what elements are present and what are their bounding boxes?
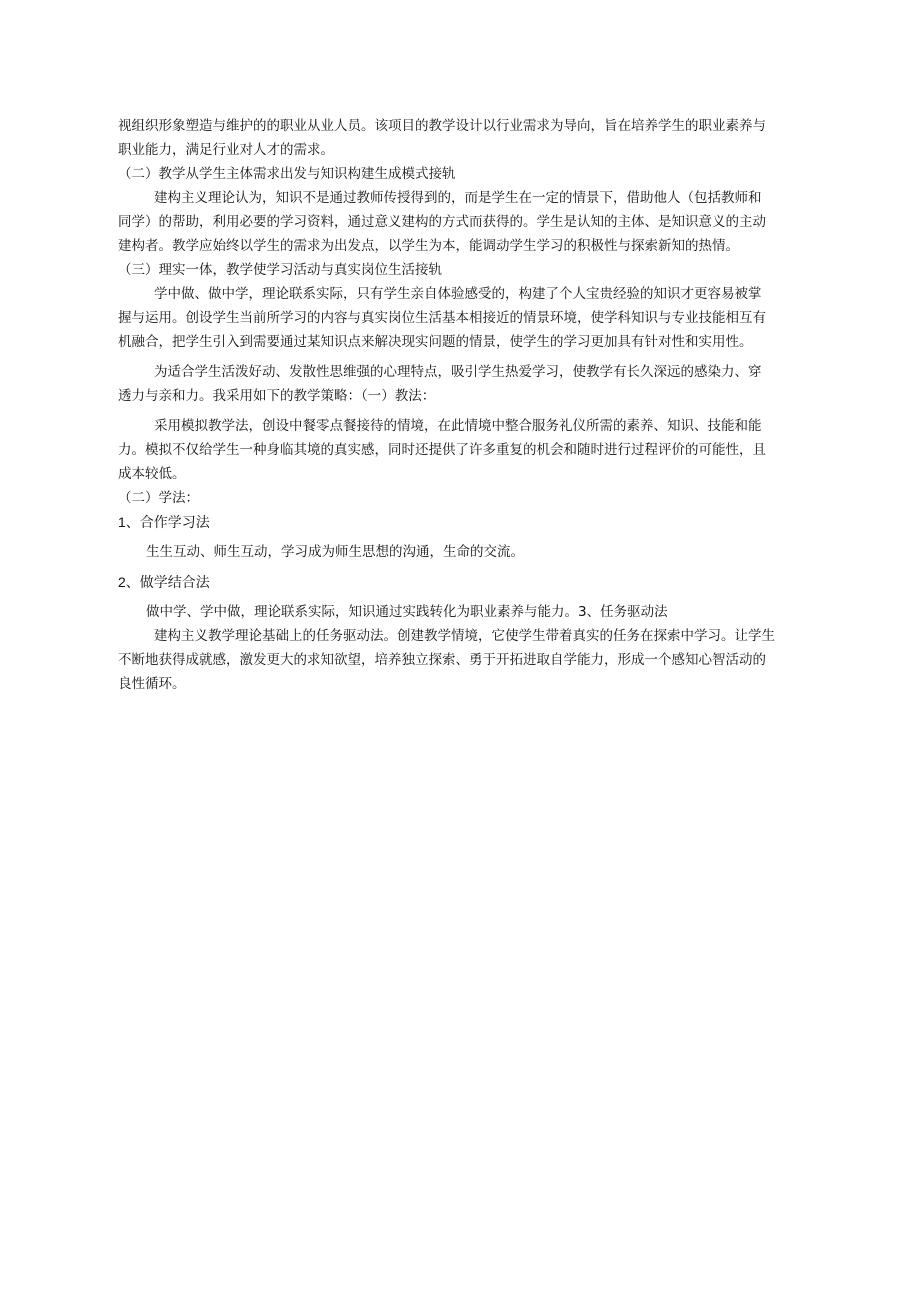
paragraph-6-line-3: 良性循环。 (118, 676, 186, 692)
paragraph-1-line-2: 职业能力，满足行业对人才的需求。 (118, 142, 334, 158)
paragraph-2-line-2: 同学）的帮助，利用必要的学习资料，通过意义建构的方式而获得的。学生是认知的主体、是知识意义的主动 (118, 214, 766, 230)
item-1-text: 生生互动、师生互动，学习成为师生思想的沟通，生命的交流。 (146, 544, 524, 560)
paragraph-4-line-1: 为适合学生活泼好动、发散性思维强的心理特点，吸引学生热爱学习，使教学有长久深远的感染力、穿 (154, 364, 762, 380)
paragraph-3-line-3: 机融合，把学生引入到需要通过某知识点来解决现实问题的情景，使学生的学习更加具有针对性和实用性。 (118, 334, 753, 350)
paragraph-5-line-1: 采用模拟教学法，创设中餐零点餐接待的情境，在此情境中整合服务礼仪所需的素养、知识、技能和能 (154, 418, 762, 434)
section-heading-3: （三）理实一体，教学使学习活动与真实岗位生活接轨 (118, 262, 442, 278)
section-heading-xuefa: （二）学法： (118, 490, 199, 506)
document-page (118, 114, 860, 696)
paragraph-3-line-2: 握与运用。创设学生当前所学习的内容与真实岗位生活基本相接近的情景环境，使学科知识与专业技能相互有 (118, 310, 766, 326)
paragraph-5-line-3: 成本较低。 (118, 466, 186, 482)
paragraph-6-line-2: 不断地获得成就感，激发更大的求知欲望，培养独立探索、勇于开拓进取自学能力，形成一个感知心智活动的 (118, 652, 766, 668)
paragraph-2-line-1: 建构主义理论认为，知识不是通过教师传授得到的，而是学生在一定的情景下，借助他人（包括教师和 (154, 190, 762, 206)
item-1-title: 1、合作学习法 (118, 514, 210, 530)
paragraph-4-line-2: 透力与亲和力。我采用如下的教学策略：（一）教法： (118, 388, 436, 404)
section-heading-2: （二）教学从学生主体需求出发与知识构建生成模式接轨 (118, 166, 456, 182)
paragraph-5-line-2: 力。模拟不仅给学生一种身临其境的真实感，同时还提供了许多重复的机会和随时进行过程评价的可能性，且 (118, 442, 766, 458)
paragraph-6-line-1: 建构主义教学理论基础上的任务驱动法。创建教学情境，它使学生带着真实的任务在探索中学习。让学生 (154, 628, 775, 644)
paragraph-3-line-1: 学中做、做中学，理论联系实际，只有学生亲自体验感受的，构建了个人宝贵经验的知识才更容易被掌 (154, 286, 762, 302)
paragraph-2-line-3: 建构者。教学应始终以学生的需求为出发点，以学生为本，能调动学生学习的积极性与探索新知的热情。 (118, 238, 739, 254)
item-2-title: 2、做学结合法 (118, 574, 210, 590)
paragraph-1-line-1: 视组织形象塑造与维护的的职业从业人员。该项目的教学设计以行业需求为导向，旨在培养学生的职业素养与 (118, 118, 766, 134)
item-2-text: 做中学、学中做，理论联系实际，知识通过实践转化为职业素养与能力。3、任务驱动法 (146, 604, 668, 620)
